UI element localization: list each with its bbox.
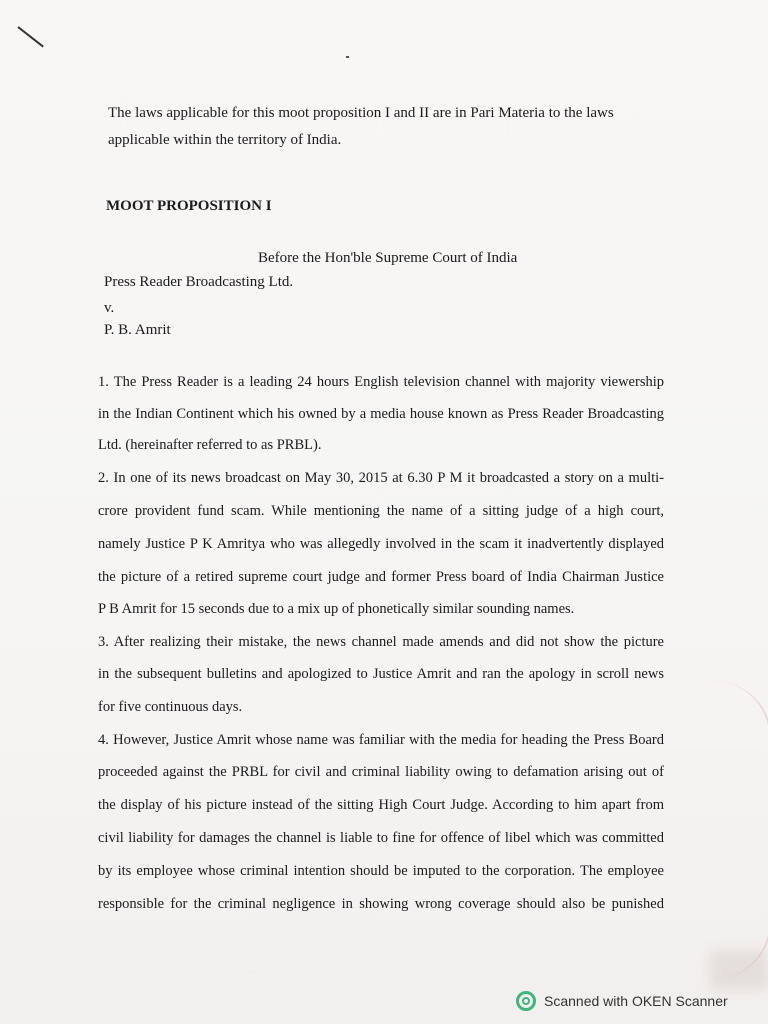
body-line: crore provident fund scam. While mentioning the name of a sitting judge of a high court, [98,503,664,519]
watermark-text: Scanned with OKEN Scanner [544,993,728,1009]
scanner-watermark [516,990,728,1012]
body-line: 3. After realizing their mistake, the news channel made amends and did not show the picture [98,634,664,650]
ink-dot [346,56,349,58]
body-line: Ltd. (hereinafter referred to as PRBL). [98,437,322,453]
body-line: proceeded against the PRBL for civil and criminal liability owing to defamation arising out of [98,764,664,780]
body-line: in the Indian Continent which his owned by a media house known as Press Reader Broadcasting [98,406,664,422]
body-line: for five continuous days. [98,699,243,715]
body-line: P B Amrit for 15 seconds due to a mix up of phonetically similar sounding names. [98,601,575,617]
body-line: responsible for the criminal negligence in showing wrong coverage should also be punished [98,896,664,912]
party-respondent: P. B. Amrit [104,322,171,338]
intro-paragraph: The laws applicable for this moot proposition I and II are in Pari Materia to the laws applicable within the territory of India. [108,105,614,148]
proposition-heading: MOOT PROPOSITION I [106,198,272,214]
party-versus: v. [104,300,115,316]
body-line: in the subsequent bulletins and apologized to Justice Amrit and ran the apology in scroll news [98,666,664,682]
body-line: namely Justice P K Amritya who was allegedly involved in the scam it inadvertently displayed [98,536,664,552]
body-line: 4. However, Justice Amrit whose name was familiar with the media for heading the Press Board [98,732,664,748]
body-line: 2. In one of its news broadcast on May 30, 2015 at 6.30 P M it broadcasted a story on a multi- [98,470,664,486]
body-line: by its employee whose criminal intention should be imputed to the corporation. The employee [98,863,664,879]
body-line: the picture of a retired supreme court judge and former Press board of India Chairman Justice [98,569,664,585]
body-line: 1. The Press Reader is a leading 24 hours English television channel with majority viewership [98,374,664,390]
body-line: civil liability for damages the channel is liable to fine for offence of libel which was committed [98,830,664,846]
scan-shadow [710,950,768,990]
court-line: Before the Hon'ble Supreme Court of India [258,250,518,266]
red-smudge [690,680,768,980]
pen-mark [17,26,43,47]
body-line: the display of his picture instead of the sitting High Court Judge. According to him apart from [98,797,664,813]
party-petitioner: Press Reader Broadcasting Ltd. [104,274,294,290]
oken-scanner-logo-icon [516,991,536,1011]
